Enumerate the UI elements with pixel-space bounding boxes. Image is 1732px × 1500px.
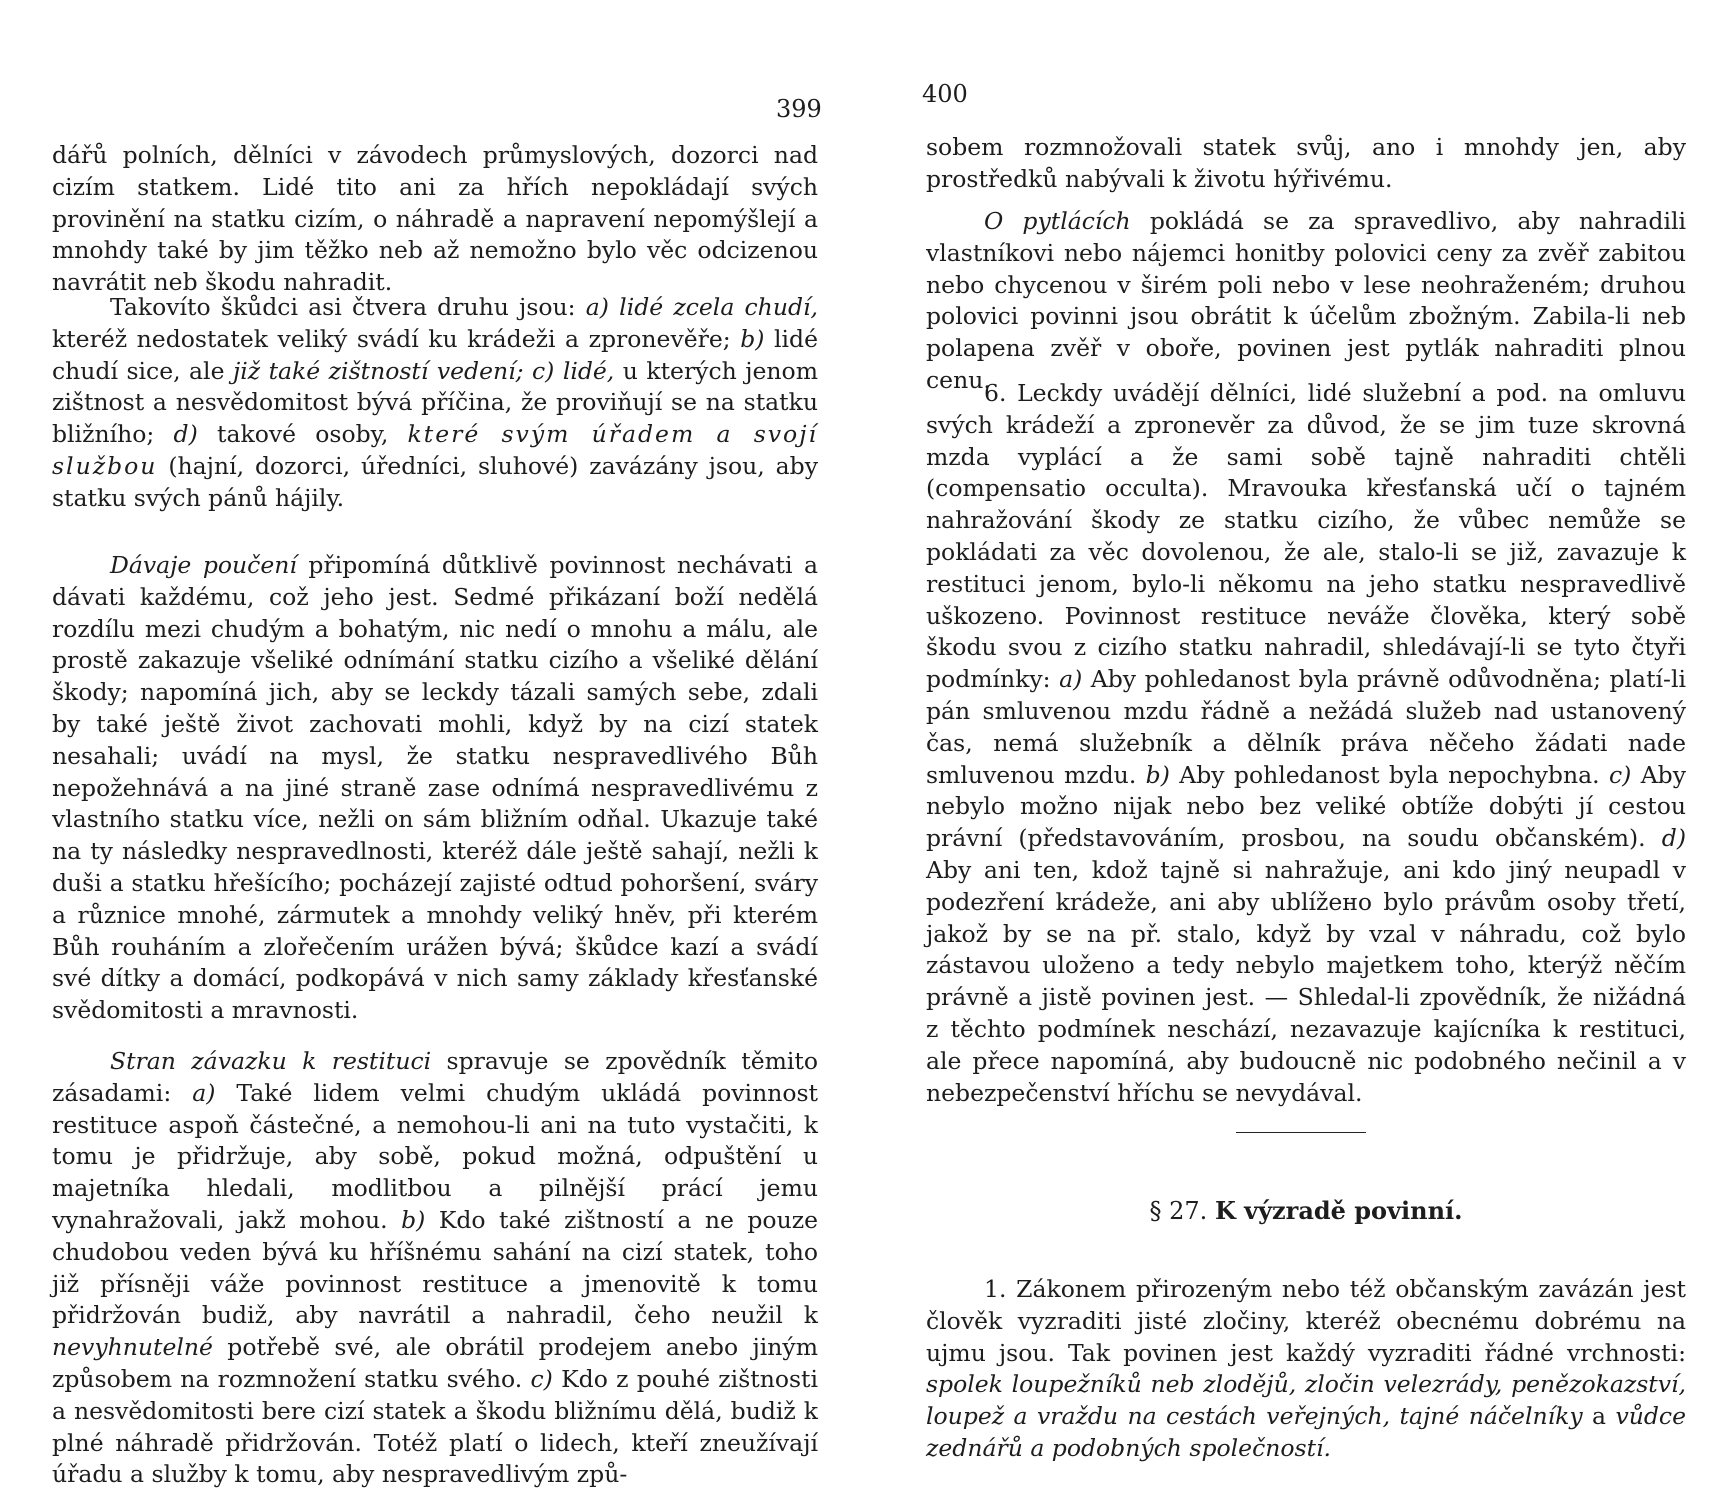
page-number-right: 400 [922,80,968,108]
emphasis: Stran závazku k restituci [110,1047,432,1075]
text-run: Aby ani ten, kdož tajně si nahražuje, ani kdo jiný neupadl v podezření krádeže, ani aby ublížено bylo právům osoby třetí, jakož by se na př. stalo, když by vzal v náhradu, což bylo zástavou uloženo a tedy nebylo majetkem toho, kterýž něčím právně a jistě povinen jest. — Shledal-li zpovědník, že nižádná z těchto podmínek neschází, nezavazuje kajícníka k restituci, ale přece napomíná, aby budoucně nic podobného nečinil a v nebezpečenství hříchu se nevydával. [926,855,1686,1107]
paragraph [926,132,1686,196]
list-marker: b) [740,324,765,353]
paragraph-text [926,206,1686,397]
text-run: Aby pohledanost byla právně odůvodněna; platí-li pán smluvenou mzdu řádně a nežádá služeb nad ustanovený čas, nemá služebník a dělník práva něčeho žádati nade smluvenou mzdu. [926,665,1686,789]
text-run: Takovíto škůdci asi čtvera druhu jsou: [110,293,586,321]
paragraph-text [52,550,818,1027]
paragraph-text [52,292,818,515]
text-run: kteréž nedostatek veliký svádí ku krádeži a zpronevěře; [52,324,741,353]
paragraph [926,1274,1686,1465]
section-heading [926,1196,1686,1225]
text-run: u kterých jenom zištnost a nesvědomitost bývá příčina, že proviňují se na statku bližního; [52,356,818,449]
text-run: Kdo z pouhé zištnosti a nesvědomitosti bere cizí statek a škodu bližnímu dělá, budiž k plné náhradě přidržován. Totéž platí o lidech, kteří zneužívají úřadu a služby k tomu, aby nespravedlivým způ- [52,1364,818,1489]
text-run: spravuje se zpovědník těmito zásadami: [52,1047,818,1107]
text-run: lidé chudí sice, ale [52,324,819,385]
emphasis: lidé zcela chudí, [608,293,818,321]
emphasis: lidé, [554,356,615,385]
text-run: (hajní, dozorci, úředníci, sluhové) zavázány jsou, aby statku svých pánů hájily. [52,451,818,512]
page-number-left: 399 [776,95,822,123]
emphasis: které svým úřadem a svojí službou [52,420,819,480]
emphasis: vůdce zednářů a podobných společností. [926,1402,1686,1462]
text-run: 1. Zákonem přirozeným nebo též občanským zavázán jest člověk vyzraditi jisté zločiny, kteréž obecnému dobrému na ujmu jsou. Tak povinen jest každý vyzraditi řádné vrchnosti: [926,1275,1686,1367]
list-marker: d) [1661,824,1686,853]
list-marker: c) [1608,760,1632,789]
list-marker: c) [532,356,555,385]
list-marker: c) [530,1364,553,1393]
paragraph [52,1046,818,1491]
section-title: K výzradě povinní. [1214,1196,1463,1225]
text-run: připomíná důtklivě povinnost nechávati a dávati každému, což jeho jest. Sedmé přikázaní boží nedělá rozdílu mezi chudým a bohatým, nic nedí o mnohu a málu, ale prostě zakazuje všeliké odnímání statku cizího a všeliké dělání škody; napomíná jich, aby se leckdy tázali samých sebe, zdali by také ještě život zachovati mohli, když by na cizí statek nesahali; uvádí na mysl, že statku nespravedlivého Bůh nepožehnává a na jiné straně zase odnímá nespravedlivému z vlastního statku více, nežli on sám bližním odňal. Ukazuje také na ty následky nespravedlnosti, kteréž dále ještě sahají, nežli k duši a statku hřešícího; pocházejí zajisté odtud pohoršení, sváry a různice mnohé, zármutek a mnohdy veliký hněv, při kterém Bůh rouháním a zlořečením urážen bývá; škůdce kazí a svádí své dítky a domácí, podkopává v nich samy základy křesťanské svědomitosti a mravnosti. [52,551,818,1025]
text-run: potřebě své, ale obrátil prodejem anebo jiným způsobem na rozmnožení statku svého. [52,1333,818,1393]
text-run: Také lidem velmi chudým ukládá povinnost restituce aspoň částečné, a nemohou-li ani na tuto vystačiti, k tomu je přidržuje, aby sobě, pokud možná, odpuštění u majetníka hledali, modlitbou a pilnější prácí jemu vynahražovali, jakž mohou. [52,1078,818,1234]
text-run: a [1582,1402,1616,1431]
list-marker: a) [585,293,609,321]
text-run [1390,1402,1399,1430]
paragraph [52,292,818,515]
text-run: pokládá se za spravedlivo, aby nahradili vlastníkovi nebo nájemci honitby polovici ceny za zvěř zabitou nebo chycenou v širém poli nebo v lese neohraženém; druhou polovici povinni jsou obrátit k účelům zbožným. Zabila-li neb polapena zvěř v oboře, povinen jest pytlák nahraditi plnou cenu. [926,207,1687,394]
list-marker: a) [192,1078,216,1107]
paragraph [926,206,1686,397]
text-run: 6. Leckdy uvádějí dělníci, lidé služební a pod. na omluvu svých krádeží a zpronevěr za důvod, že se jim tuze skrovná mzda vyplácí a že sami sobě tajně nahraditi chtěli (compensatio occulta). Mravouka křesťanská učí o tajném nahražování škody ze statku cizího, že vůbec nemůže se pokládati za věc dovolenou, že ale, stalo-li se již, zavazuje k restituci jenom, bylo-li někomu na jeho statku nespravedlivě uškozeno. Povinnost restituce neváže člověka, který sobě škodu svou z cizího statku nahradil, shledávají-li se tyto čtyři podmínky: [926,379,1686,694]
text-run: Aby nebylo možno nijak nebo bez veliké obtíže dobýti jí cestou právní (představováním, prosbou, na soudu občanském). [926,760,1686,853]
paragraph [52,140,818,299]
paragraph [926,378,1686,1109]
paragraph-text: sobem rozmnožovali statek svůj, ano i mnohdy jen, aby prostředků nabývali k životu hýřivému. [926,133,1686,193]
section-number: § 27. [1149,1197,1208,1225]
text-run [524,357,532,385]
text-run: Kdo také zištností a ne pouze chudobou veden bývá ku hříšnému sahání na cizí statek, toho již přísněji váže povinnost restituce a jmenovitě k tomu přidržován budiž, aby navrátil a nahradil, čeho neužil k [52,1205,818,1330]
emphasis: již také zištností vedení; [232,356,524,385]
emphasis: nevyhnutelné [52,1333,213,1362]
text-run: takové osoby, [197,420,408,449]
paragraph-text [926,378,1686,1109]
paragraph [52,550,818,1027]
list-marker: d) [173,420,198,449]
paragraph-text: dářů polních, dělníci v závodech průmyslových, dozorci nad cizím statkem. Lidé tito ani za hřích nepokládají svých provinění na statku cizím, o náhradě a napravení nepomýšlejí a mnohdy také by jim těžko neb až nemožno bylo věc odcizenou navrátit neb škodu nahradit. [52,141,818,297]
list-marker: b) [1145,760,1170,789]
paragraph-text [926,1274,1686,1465]
list-marker: b) [401,1205,426,1234]
text-run: Aby pohledanost byla nepochybna. [1169,760,1609,789]
list-marker: a) [1059,665,1083,694]
section-divider [1236,1132,1366,1133]
emphasis: O pytlácích [984,207,1131,235]
emphasis: tajné náčelníky [1399,1402,1583,1431]
paragraph-text [52,1046,818,1491]
emphasis: spolek loupežníků neb zlodějů, zločin velezrády, penězokazství, loupež a vraždu na cestách veřejných, [926,1370,1686,1431]
emphasis: Dávaje poučení [110,551,297,579]
